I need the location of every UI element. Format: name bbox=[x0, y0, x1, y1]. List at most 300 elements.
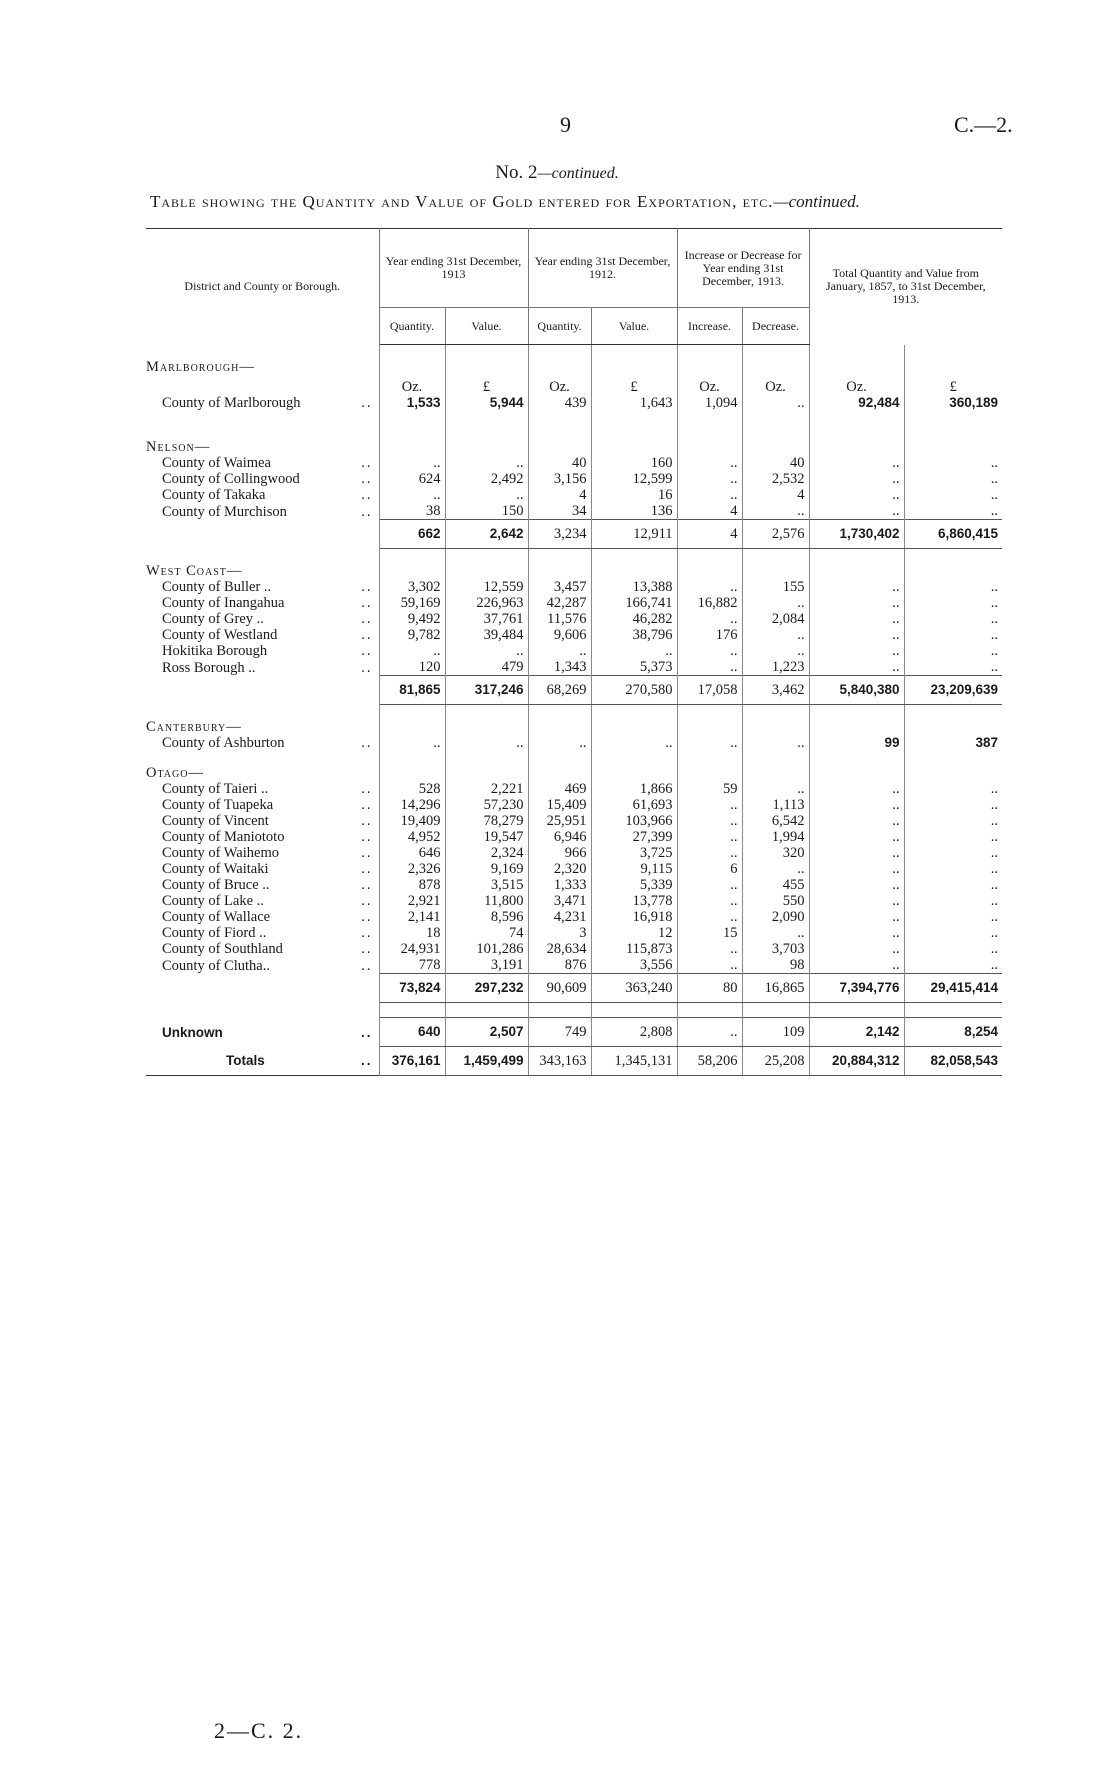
subtotal-row bbox=[146, 520, 1002, 549]
cell-q12: 42,287 bbox=[528, 595, 591, 611]
cell-v13: 78,279 bbox=[445, 813, 528, 829]
cell-dec: 109 bbox=[742, 1018, 809, 1047]
row-label bbox=[146, 627, 379, 643]
cell-v13: .. bbox=[445, 487, 528, 503]
county-name: County of Collingwood bbox=[162, 471, 300, 487]
row-label bbox=[146, 520, 379, 549]
cell-tq: .. bbox=[809, 829, 904, 845]
cell-q13: 528 bbox=[379, 781, 445, 797]
cell-q12: 90,609 bbox=[528, 974, 591, 1003]
cell-dec: 4 bbox=[742, 487, 809, 503]
spacer-cell bbox=[379, 751, 445, 765]
header-increase-decrease: Increase or Decrease for Year ending 31st December, 1913. bbox=[677, 229, 809, 308]
cell-tv: .. bbox=[990, 659, 999, 675]
cell-tv: .. bbox=[990, 941, 999, 957]
cell-inc: 6 bbox=[677, 861, 742, 877]
leader-dots: .. bbox=[361, 735, 373, 751]
cell-tv: .. bbox=[990, 925, 999, 941]
cell-q12: 3,234 bbox=[528, 520, 591, 549]
spacer-cell bbox=[379, 345, 445, 360]
spacer-cell bbox=[146, 411, 379, 425]
cell-v13 bbox=[445, 563, 528, 579]
cell-tv: .. bbox=[990, 487, 999, 503]
spacer-cell bbox=[677, 705, 742, 720]
cell-q12 bbox=[528, 359, 591, 375]
cell-q12: 3 bbox=[528, 925, 591, 941]
cell-dec: 98 bbox=[742, 957, 809, 974]
cell-q12: 68,269 bbox=[528, 676, 591, 705]
region-label: Otago— bbox=[146, 765, 204, 781]
row-label bbox=[146, 1047, 379, 1076]
cell-tv: .. bbox=[990, 579, 999, 595]
spacer-cell bbox=[146, 345, 379, 360]
cell-v13: .. bbox=[445, 735, 528, 751]
spacer-cell bbox=[742, 1003, 809, 1018]
spacer-cell bbox=[445, 751, 528, 765]
header-value-1913: Value. bbox=[445, 308, 528, 345]
cell-tq: .. bbox=[809, 471, 904, 487]
table-row bbox=[146, 471, 1002, 487]
spacer-cell bbox=[591, 345, 677, 360]
totals-row bbox=[146, 1047, 1002, 1076]
row-label bbox=[146, 395, 379, 411]
county-name: Totals bbox=[226, 1053, 265, 1068]
cell-q12: 34 bbox=[528, 503, 591, 520]
table-row bbox=[146, 781, 1002, 797]
cell-tv: .. bbox=[990, 627, 999, 643]
cell-tq: .. bbox=[809, 611, 904, 627]
cell-v13: 1,459,499 bbox=[445, 1047, 528, 1076]
county-name: County of Inangahua bbox=[162, 595, 285, 611]
cell-q13: 662 bbox=[379, 520, 445, 549]
spacer-cell bbox=[528, 345, 591, 360]
header-total: Total Quantity and Value from January, 1857, to 31st December, 1913. bbox=[825, 266, 986, 307]
spacer-cell bbox=[146, 549, 379, 564]
cell-v13 bbox=[445, 765, 528, 781]
cell-tq bbox=[809, 765, 904, 781]
units-row bbox=[146, 375, 1002, 395]
cell-q13: 2,141 bbox=[379, 909, 445, 925]
cell-tv: .. bbox=[990, 643, 999, 659]
cell-tq: .. bbox=[809, 503, 904, 520]
cell-q12: 15,409 bbox=[528, 797, 591, 813]
spacer-cell bbox=[379, 425, 445, 439]
cell-tq: 1,730,402 bbox=[809, 520, 904, 549]
spacer-cell bbox=[528, 411, 591, 425]
footer-signature: 2—C. 2. bbox=[214, 1718, 304, 1743]
row-label bbox=[146, 941, 379, 957]
cell-tq: .. bbox=[809, 579, 904, 595]
spacer-cell bbox=[904, 549, 1002, 564]
cell-q13: 624 bbox=[379, 471, 445, 487]
cell-v12: .. bbox=[591, 735, 677, 751]
cell-q13: 59,169 bbox=[379, 595, 445, 611]
cell-dec: 2,090 bbox=[742, 909, 809, 925]
cell-dec: 155 bbox=[742, 579, 809, 595]
header-year-1913: Year ending 31st December, 1913 bbox=[379, 229, 528, 308]
region-label: West Coast— bbox=[146, 563, 243, 579]
cell-tv: 387 bbox=[975, 735, 999, 750]
county-name: County of Grey .. bbox=[162, 611, 264, 627]
cell-inc: .. bbox=[677, 579, 742, 595]
cell-v13: 3,191 bbox=[445, 957, 528, 974]
cell-tv: .. bbox=[990, 781, 999, 797]
cell-v13: .. bbox=[445, 455, 528, 471]
cell-v13: 2,221 bbox=[445, 781, 528, 797]
table-row bbox=[146, 735, 1002, 751]
spacer-cell bbox=[904, 1003, 1002, 1018]
cell-tv: 23,209,639 bbox=[904, 676, 1002, 705]
cell-dec: .. bbox=[742, 395, 809, 411]
cell-dec: 2,084 bbox=[742, 611, 809, 627]
unit-label: Oz. bbox=[742, 375, 809, 395]
cell-dec: .. bbox=[742, 643, 809, 659]
cell-q13: 640 bbox=[379, 1018, 445, 1047]
leader-dots: .. bbox=[361, 455, 373, 471]
cell-v13: 5,944 bbox=[445, 395, 528, 411]
row-label bbox=[146, 676, 379, 705]
cell-dec: 16,865 bbox=[742, 974, 809, 1003]
row-label bbox=[146, 797, 379, 813]
unit-label: £ bbox=[591, 375, 677, 395]
cell-v13: 37,761 bbox=[445, 611, 528, 627]
cell-inc: .. bbox=[677, 487, 742, 503]
row-label bbox=[146, 719, 379, 735]
cell-q13: 376,161 bbox=[379, 1047, 445, 1076]
cell-v12: 12,911 bbox=[591, 520, 677, 549]
county-name: County of Vincent bbox=[162, 813, 269, 829]
unknown-row bbox=[146, 1018, 1002, 1047]
cell-v12: 3,556 bbox=[591, 957, 677, 974]
cell-v13: 39,484 bbox=[445, 627, 528, 643]
cell-v12: 1,866 bbox=[591, 781, 677, 797]
cell-q12: 2,320 bbox=[528, 861, 591, 877]
cell-q12: 11,576 bbox=[528, 611, 591, 627]
spacer-cell bbox=[146, 425, 379, 439]
row-label bbox=[146, 861, 379, 877]
cell-inc: .. bbox=[677, 957, 742, 974]
cell-v13: 12,559 bbox=[445, 579, 528, 595]
spacer-cell bbox=[146, 1003, 379, 1018]
cell-q12 bbox=[528, 719, 591, 735]
row-label bbox=[146, 375, 379, 395]
cell-inc: 58,206 bbox=[677, 1047, 742, 1076]
spacer-cell bbox=[742, 425, 809, 439]
cell-tv bbox=[904, 359, 1002, 375]
cell-v12: 270,580 bbox=[591, 676, 677, 705]
leader-dots: .. bbox=[361, 957, 373, 974]
spacer-row bbox=[146, 705, 1002, 720]
row-label bbox=[146, 765, 379, 781]
cell-dec: 3,703 bbox=[742, 941, 809, 957]
leader-dots: .. bbox=[361, 813, 373, 829]
cell-tv: .. bbox=[990, 829, 999, 845]
table-row bbox=[146, 813, 1002, 829]
cell-dec bbox=[742, 359, 809, 375]
page-number: 9 bbox=[560, 112, 571, 137]
cell-tv: .. bbox=[990, 893, 999, 909]
spacer-cell bbox=[591, 1003, 677, 1018]
cell-q13: 73,824 bbox=[379, 974, 445, 1003]
leader-dots: .. bbox=[361, 893, 373, 909]
spacer-cell bbox=[677, 411, 742, 425]
county-name: County of Buller .. bbox=[162, 579, 272, 595]
cell-tq: .. bbox=[809, 455, 904, 471]
row-label bbox=[146, 643, 379, 659]
county-name: County of Waihemo bbox=[162, 845, 279, 861]
spacer-row bbox=[146, 425, 1002, 439]
spacer-cell bbox=[677, 751, 742, 765]
cell-v13: 57,230 bbox=[445, 797, 528, 813]
row-label bbox=[146, 359, 379, 375]
cell-v12: 12,599 bbox=[591, 471, 677, 487]
leader-dots: .. bbox=[361, 845, 373, 861]
cell-v13: 2,492 bbox=[445, 471, 528, 487]
cell-q12: 966 bbox=[528, 845, 591, 861]
unit-label: Oz. bbox=[809, 375, 904, 395]
cell-dec: 6,542 bbox=[742, 813, 809, 829]
cell-v12: 2,808 bbox=[591, 1018, 677, 1047]
spacer-cell bbox=[528, 751, 591, 765]
spacer-cell bbox=[445, 1003, 528, 1018]
cell-v13: 101,286 bbox=[445, 941, 528, 957]
cell-v13: 8,596 bbox=[445, 909, 528, 925]
header-year-1912: Year ending 31st December, 1912. bbox=[528, 229, 677, 308]
cell-inc: 16,882 bbox=[677, 595, 742, 611]
cell-inc: 1,094 bbox=[677, 395, 742, 411]
county-name: Unknown bbox=[162, 1024, 223, 1040]
cell-dec: .. bbox=[742, 595, 809, 611]
table-row bbox=[146, 627, 1002, 643]
cell-q12: 4,231 bbox=[528, 909, 591, 925]
cell-inc bbox=[677, 719, 742, 735]
cell-inc: .. bbox=[677, 797, 742, 813]
spacer-cell bbox=[809, 751, 904, 765]
cell-q12: 439 bbox=[528, 395, 591, 411]
cell-v13 bbox=[445, 439, 528, 455]
cell-tv: .. bbox=[990, 455, 999, 471]
cell-v12: 46,282 bbox=[591, 611, 677, 627]
cell-inc: .. bbox=[677, 735, 742, 751]
leader-dots: .. bbox=[361, 781, 373, 797]
cell-v12: .. bbox=[591, 643, 677, 659]
county-name: County of Maniototo bbox=[162, 829, 285, 845]
header-decrease: Decrease. bbox=[742, 308, 809, 345]
spacer-cell bbox=[591, 411, 677, 425]
cell-q13: 9,782 bbox=[379, 627, 445, 643]
cell-dec: 2,532 bbox=[742, 471, 809, 487]
row-label bbox=[146, 735, 379, 751]
cell-inc: .. bbox=[677, 659, 742, 676]
cell-q13: 1,533 bbox=[379, 395, 445, 411]
spacer-cell bbox=[809, 1003, 904, 1018]
cell-inc: 176 bbox=[677, 627, 742, 643]
cell-v12: 115,873 bbox=[591, 941, 677, 957]
cell-v12 bbox=[591, 563, 677, 579]
cell-q13: 24,931 bbox=[379, 941, 445, 957]
cell-inc bbox=[677, 439, 742, 455]
cell-v13: 9,169 bbox=[445, 861, 528, 877]
spacer-cell bbox=[146, 705, 379, 720]
cell-v12: 27,399 bbox=[591, 829, 677, 845]
row-label bbox=[146, 611, 379, 627]
table-row bbox=[146, 395, 1002, 411]
spacer-cell bbox=[445, 411, 528, 425]
leader-dots: .. bbox=[361, 829, 373, 845]
cell-v12 bbox=[591, 439, 677, 455]
cell-q12: 3,471 bbox=[528, 893, 591, 909]
cell-q13: 18 bbox=[379, 925, 445, 941]
cell-dec: 455 bbox=[742, 877, 809, 893]
cell-tv: .. bbox=[990, 957, 999, 973]
county-name: County of Fiord .. bbox=[162, 925, 267, 941]
spacer-cell bbox=[742, 705, 809, 720]
cell-tv: .. bbox=[990, 813, 999, 829]
leader-dots: .. bbox=[361, 925, 373, 941]
cell-dec: 320 bbox=[742, 845, 809, 861]
spacer-cell bbox=[528, 1003, 591, 1018]
cell-tv: .. bbox=[990, 877, 999, 893]
spacer-cell bbox=[445, 425, 528, 439]
spacer-row bbox=[146, 345, 1002, 360]
cell-q13: 646 bbox=[379, 845, 445, 861]
county-name: County of Wallace bbox=[162, 909, 271, 925]
cell-dec bbox=[742, 439, 809, 455]
cell-v13: .. bbox=[445, 643, 528, 659]
table-row bbox=[146, 643, 1002, 659]
unit-label: £ bbox=[445, 375, 528, 395]
cell-v12: 5,339 bbox=[591, 877, 677, 893]
cell-v13: 3,515 bbox=[445, 877, 528, 893]
cell-tv: 6,860,415 bbox=[904, 520, 1002, 549]
cell-v13: 11,800 bbox=[445, 893, 528, 909]
cell-inc: 80 bbox=[677, 974, 742, 1003]
region-label: Marlborough— bbox=[146, 359, 255, 375]
row-label bbox=[146, 893, 379, 909]
cell-q13 bbox=[379, 439, 445, 455]
cell-q12: 3,156 bbox=[528, 471, 591, 487]
table-row bbox=[146, 893, 1002, 909]
row-label bbox=[146, 877, 379, 893]
cell-tv: .. bbox=[990, 845, 999, 861]
row-label bbox=[146, 781, 379, 797]
cell-q12 bbox=[528, 765, 591, 781]
cell-q12: 469 bbox=[528, 781, 591, 797]
table-caption-text: Table showing the Quantity and Value of Gold entered for Exportation, etc. bbox=[150, 192, 774, 211]
cell-v13: 74 bbox=[445, 925, 528, 941]
spacer-cell bbox=[904, 345, 1002, 360]
cell-q13: 19,409 bbox=[379, 813, 445, 829]
table-caption-suffix: —continued. bbox=[773, 192, 860, 211]
cell-q13: 2,921 bbox=[379, 893, 445, 909]
cell-q13: 2,326 bbox=[379, 861, 445, 877]
cell-tq: .. bbox=[809, 627, 904, 643]
cell-tv: .. bbox=[990, 909, 999, 925]
spacer-cell bbox=[809, 411, 904, 425]
region-row bbox=[146, 563, 1002, 579]
cell-tq: .. bbox=[809, 925, 904, 941]
spacer-cell bbox=[904, 425, 1002, 439]
cell-q12: 876 bbox=[528, 957, 591, 974]
cell-v13: 226,963 bbox=[445, 595, 528, 611]
row-label bbox=[146, 813, 379, 829]
cell-dec: .. bbox=[742, 627, 809, 643]
cell-v13: 2,324 bbox=[445, 845, 528, 861]
cell-inc: .. bbox=[677, 813, 742, 829]
table-row bbox=[146, 455, 1002, 471]
county-name: County of Lake .. bbox=[162, 893, 264, 909]
cell-q12: 1,333 bbox=[528, 877, 591, 893]
county-name: County of Ashburton bbox=[162, 735, 285, 751]
spacer-cell bbox=[591, 549, 677, 564]
cell-v12: 13,388 bbox=[591, 579, 677, 595]
cell-q13 bbox=[379, 765, 445, 781]
cell-q13: 4,952 bbox=[379, 829, 445, 845]
row-label bbox=[146, 563, 379, 579]
spacer-cell bbox=[379, 549, 445, 564]
spacer-cell bbox=[742, 345, 809, 360]
cell-q12: 4 bbox=[528, 487, 591, 503]
cell-inc: .. bbox=[677, 1018, 742, 1047]
cell-v12: 3,725 bbox=[591, 845, 677, 861]
cell-tq: 5,840,380 bbox=[809, 676, 904, 705]
cell-q13: 81,865 bbox=[379, 676, 445, 705]
cell-tv: .. bbox=[990, 471, 999, 487]
county-name: County of Westland bbox=[162, 627, 278, 643]
spacer-cell bbox=[591, 705, 677, 720]
cell-q13: .. bbox=[379, 643, 445, 659]
cell-q12: .. bbox=[528, 643, 591, 659]
spacer-cell bbox=[379, 705, 445, 720]
cell-tv: .. bbox=[990, 797, 999, 813]
cell-v13: 2,507 bbox=[445, 1018, 528, 1047]
cell-dec: .. bbox=[742, 781, 809, 797]
row-label bbox=[146, 595, 379, 611]
cell-v12: 61,693 bbox=[591, 797, 677, 813]
spacer-cell bbox=[379, 1003, 445, 1018]
row-label bbox=[146, 925, 379, 941]
table-row bbox=[146, 941, 1002, 957]
cell-inc: 59 bbox=[677, 781, 742, 797]
unit-label: Oz. bbox=[677, 375, 742, 395]
table-row bbox=[146, 909, 1002, 925]
cell-tq: .. bbox=[809, 893, 904, 909]
cell-inc: 17,058 bbox=[677, 676, 742, 705]
cell-v13: 297,232 bbox=[445, 974, 528, 1003]
cell-q13: 3,302 bbox=[379, 579, 445, 595]
region-row bbox=[146, 765, 1002, 781]
cell-v12: 166,741 bbox=[591, 595, 677, 611]
header-district: District and County or Borough. bbox=[146, 229, 379, 345]
row-label bbox=[146, 487, 379, 503]
table-row bbox=[146, 659, 1002, 676]
cell-inc: .. bbox=[677, 941, 742, 957]
spacer-cell bbox=[742, 549, 809, 564]
cell-tq: .. bbox=[809, 487, 904, 503]
cell-q12: 6,946 bbox=[528, 829, 591, 845]
cell-dec: 40 bbox=[742, 455, 809, 471]
table-number-label: No. 2 bbox=[495, 162, 538, 183]
cell-v12: 103,966 bbox=[591, 813, 677, 829]
cell-q12: .. bbox=[528, 735, 591, 751]
spacer-cell bbox=[742, 411, 809, 425]
spacer-cell bbox=[146, 751, 379, 765]
leader-dots: .. bbox=[361, 643, 373, 659]
header-value-1912: Value. bbox=[591, 308, 677, 345]
row-label bbox=[146, 909, 379, 925]
header-quantity-1912: Quantity. bbox=[528, 308, 591, 345]
row-label bbox=[146, 829, 379, 845]
